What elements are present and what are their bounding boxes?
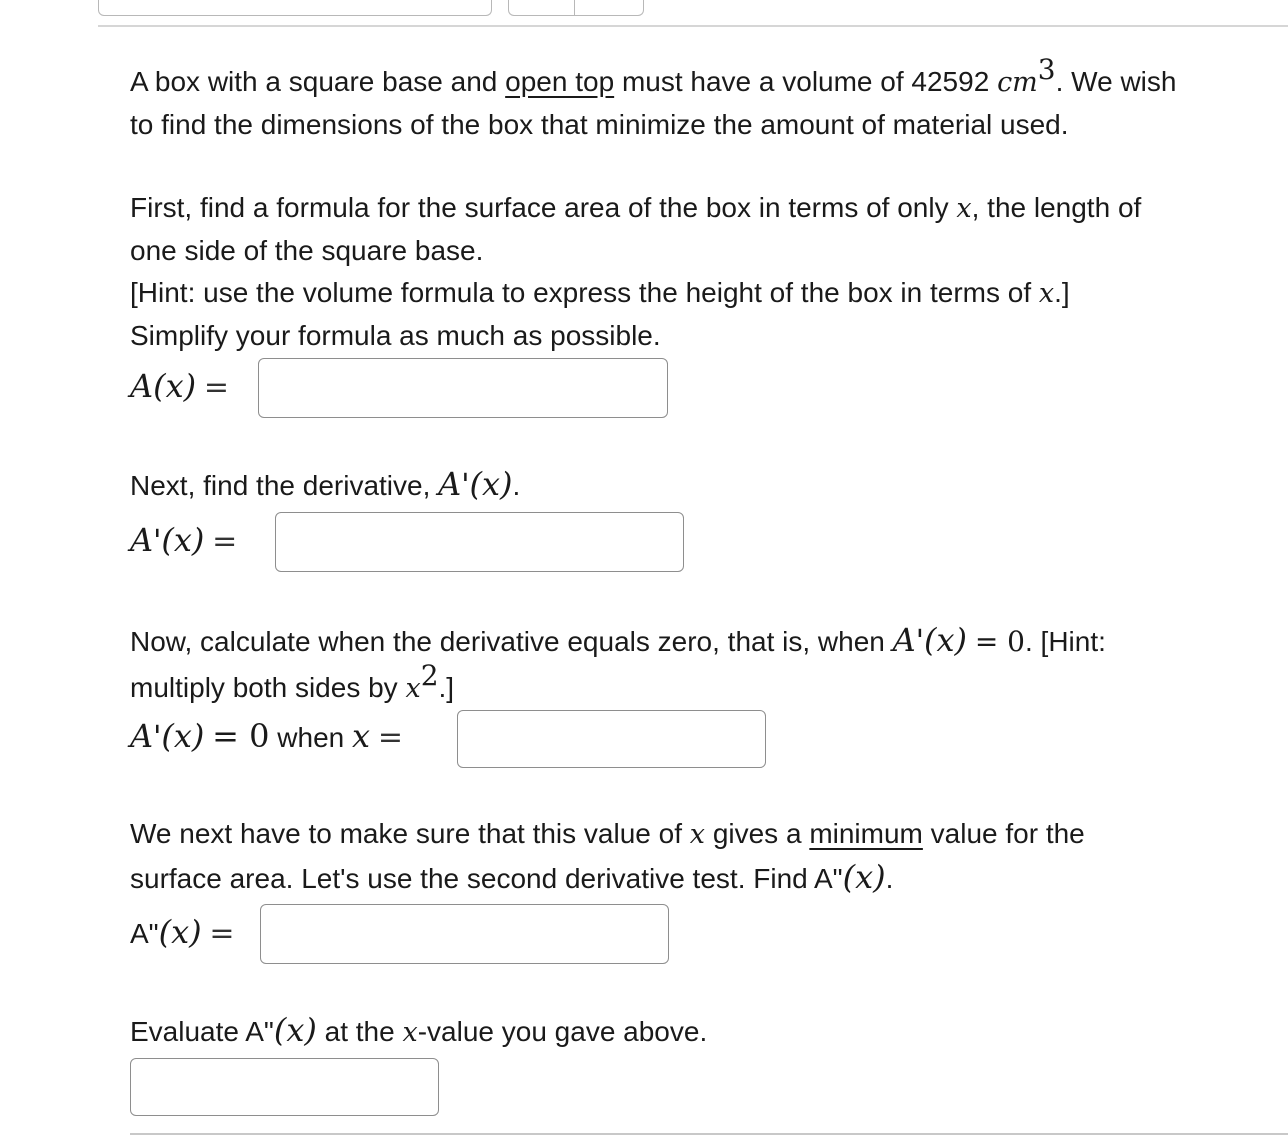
label-arg: (x) [153,367,197,405]
label-arg: (x) [161,717,205,755]
step2-answer-label [130,520,237,562]
step4-text-1: We next have to make sure that this value of [130,818,683,849]
label-when: when [277,722,345,753]
label-prime: ' [153,720,162,755]
step3-prime: ' [915,624,925,659]
step4-period: . [885,863,894,894]
step3-exponent: 2 [420,659,439,692]
step5-instructions [130,1009,707,1054]
step4-text-1c: value for the [930,818,1085,849]
label-eq-zero: = 0 [212,717,270,755]
step1-hint-end: .] [1054,277,1070,308]
label-fn: A [130,367,154,405]
equals-sign: = [209,916,235,951]
step1-hint-var: x [1038,278,1055,309]
label-prime: ' [153,524,162,559]
step3-answer-label [130,716,403,758]
intro-text-3: . We wish [1055,66,1177,97]
top-button-right[interactable] [574,0,644,16]
step4-arg: (x) [842,858,886,896]
second-derivative-input[interactable] [260,904,669,964]
step5-text-c: -value you gave above. [417,1016,708,1047]
step3-hint-start: . [Hint: [1025,626,1106,657]
step4-text-2: surface area. Let's use the second derivative test. Find A" [130,863,843,894]
step4-var: x [689,819,706,850]
step3-var: x [405,673,421,704]
divider-top [98,25,1288,27]
step1-text-2: one side of the square base. [130,235,484,266]
step2-text: Next, find the derivative, [130,470,431,501]
step1-text-1b: , the length of [971,192,1142,223]
step1-var: x [956,193,972,224]
step3-text-2: multiply both sides by [130,672,398,703]
label-arg: (x) [158,913,202,951]
derivative-input[interactable] [275,512,684,572]
step4-instructions [130,813,1085,900]
step1-text-1: First, find a formula for the surface area of the box in terms of only [130,192,949,223]
top-button-left[interactable] [508,0,575,16]
step1-answer-label [130,366,229,408]
evaluate-input[interactable] [130,1058,439,1116]
divider-bottom [130,1133,1288,1135]
step2-instructions [130,463,520,507]
step2-period: . [512,470,521,501]
problem-statement [130,53,1177,146]
open-top-emphasis: open top [505,66,615,97]
step3-fn: A [892,621,916,659]
step5-var: x [402,1017,418,1048]
step3-hint-end: .] [438,672,455,703]
step3-text-1: Now, calculate when the derivative equals zero, that is, when [130,626,885,657]
step5-arg: (x) [273,1011,317,1049]
label-fn: A [130,717,154,755]
top-input-box[interactable] [98,0,492,16]
volume-unit: cm [997,67,1038,98]
step5-text-a: Evaluate A" [130,1016,274,1047]
step4-text-1b: gives a [712,818,802,849]
surface-area-input[interactable] [258,358,668,418]
label-fn: A [130,521,154,559]
equals-sign: = [203,370,230,405]
step2-fn: A [438,465,462,503]
step3-eq-zero: = 0 [974,625,1025,658]
step4-answer-label [130,912,235,954]
step1-instructions [130,187,1141,357]
intro-text-line2: to find the dimensions of the box that minimize the amount of material used. [130,109,1069,140]
intro-text-1: A box with a square base and [130,66,498,97]
step1-hint: [Hint: use the volume formula to express the height of the box in terms of [130,277,1032,308]
label-arg: (x) [161,521,205,559]
equals-sign: = [212,524,238,559]
step1-text-4: Simplify your formula as much as possible. [130,320,661,351]
intro-text-2: must have a volume of 42592 [621,66,990,97]
minimum-emphasis: minimum [809,818,923,849]
label-fn: A" [130,918,159,949]
step3-arg: (x) [924,621,968,659]
volume-unit-exponent: 3 [1037,53,1056,86]
step2-prime: ' [461,468,470,503]
step3-instructions [130,617,1106,712]
step5-text-b: at the [324,1016,395,1047]
step2-arg: (x) [469,465,513,503]
equals-sign: = [377,720,403,755]
critical-point-input[interactable] [457,710,766,768]
label-var: x [352,717,371,755]
